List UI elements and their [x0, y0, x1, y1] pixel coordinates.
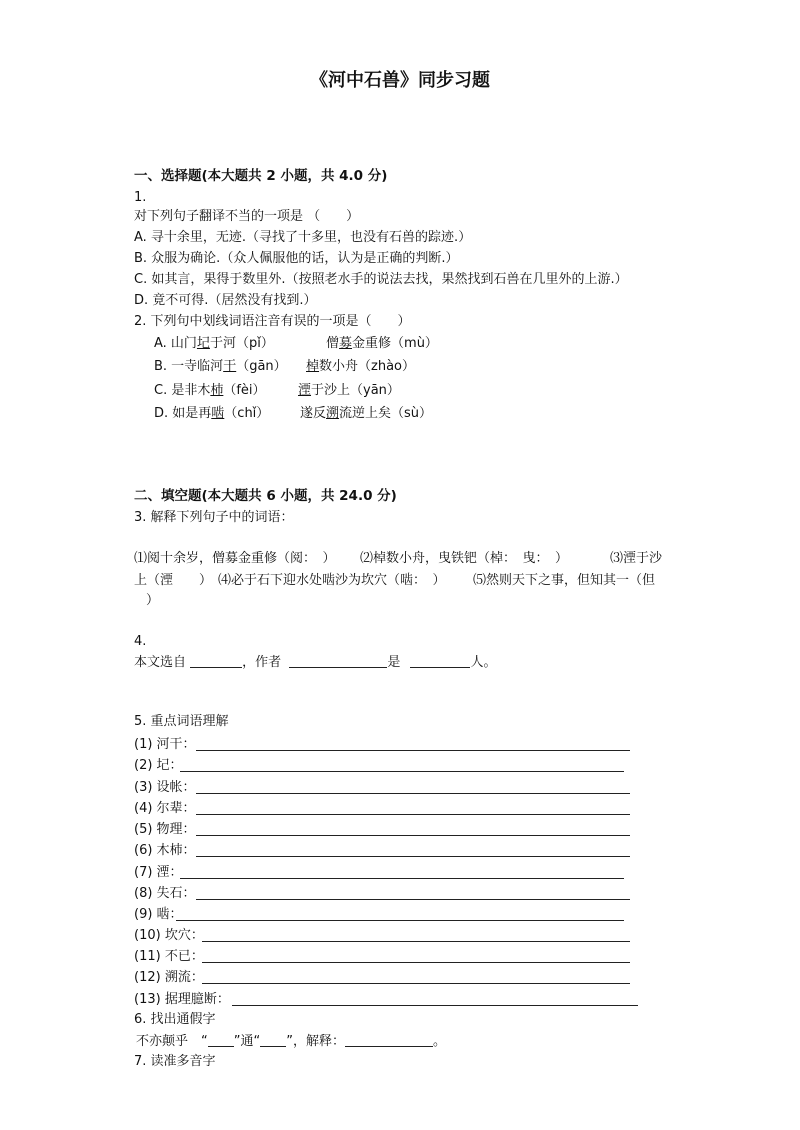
question-5-item: (13) 据理臆断：	[134, 992, 230, 1007]
question-1-stem: 对下列句子翻译不当的一项是 （ ）	[134, 209, 360, 224]
underlined-word: 溯	[326, 406, 340, 421]
underlined-word: 棹	[306, 359, 320, 374]
question-4-text: 本文选自 ，作者 是 人。	[134, 655, 497, 670]
question-2-option-a-right: 僧募金重修（mù）	[326, 336, 438, 351]
underlined-word: 湮	[298, 383, 312, 398]
question-1-option-a: A. 寻十余里，无迹.（寻找了十多里，也没有石兽的踪迹.）	[134, 230, 472, 245]
question-2-option-d-left: D. 如是再啮（chǐ）	[154, 406, 270, 421]
question-4-number: 4.	[134, 634, 147, 649]
page-title: 《河中石兽》同步习题	[310, 70, 490, 91]
question-6-stem: 6. 找出通假字	[134, 1012, 216, 1027]
question-1-option-b: B. 众服为确论.（众人佩服他的话，认为是正确的判断.）	[134, 251, 459, 266]
answer-line[interactable]	[196, 793, 630, 794]
question-5-item: (3) 设帐：	[134, 780, 196, 795]
question-1-number: 1.	[134, 190, 147, 205]
answer-blank[interactable]	[289, 655, 387, 668]
question-5-item: (11) 不已：	[134, 949, 204, 964]
answer-blank[interactable]	[410, 655, 470, 668]
question-5-item: (1) 河干：	[134, 737, 196, 752]
question-3-line2-c: ⑸然则天下之事，但知其一（但	[473, 573, 656, 588]
answer-line[interactable]	[176, 920, 624, 921]
answer-blank[interactable]	[260, 1034, 286, 1047]
underlined-word: 圮	[196, 336, 210, 351]
answer-line[interactable]	[196, 814, 630, 815]
answer-blank[interactable]	[208, 1034, 234, 1047]
question-5-item: (9) 啮：	[134, 907, 183, 922]
underlined-word: 啮	[211, 406, 225, 421]
question-3-line2-b: ⑷必于石下迎水处啮沙为坎穴（啮： ）	[218, 573, 446, 588]
answer-line[interactable]	[202, 962, 630, 963]
underlined-word: 干	[223, 359, 237, 374]
question-5-item: (12) 溯流：	[134, 970, 204, 985]
question-1-option-d: D. 竟不可得.（居然没有找到.）	[134, 293, 317, 308]
answer-line[interactable]	[196, 899, 630, 900]
section-heading-fill: 二、填空题(本大题共 6 小题，共 24.0 分)	[134, 488, 397, 504]
question-3-stem: 3. 解释下列句子中的词语：	[134, 510, 294, 525]
question-5-item: (5) 物理：	[134, 822, 196, 837]
question-3-line3: ）	[146, 593, 160, 608]
section-heading-choice: 一、选择题(本大题共 2 小题，共 4.0 分)	[134, 168, 388, 184]
underlined-word: 杮	[210, 383, 224, 398]
question-6-text: 不亦颠乎 “ ”通“ ”，解释： 。	[136, 1034, 446, 1049]
question-5-item: (7) 湮：	[134, 865, 183, 880]
question-3-line1-a: ⑴阅十余岁，僧募金重修（阅： ）	[134, 551, 336, 566]
answer-line[interactable]	[180, 878, 624, 879]
answer-line[interactable]	[196, 835, 630, 836]
question-2-option-a-left: A. 山门圮于河（pǐ）	[154, 336, 274, 351]
question-2-option-d-right: 遂反溯流逆上矣（sù）	[300, 406, 433, 421]
question-2-option-c-right: 湮于沙上（yān）	[298, 383, 400, 398]
question-2-option-b-left: B. 一寺临河干（gān）	[154, 359, 287, 374]
answer-line[interactable]	[196, 856, 630, 857]
answer-blank[interactable]	[190, 655, 242, 668]
question-5-item: (6) 木杮：	[134, 843, 196, 858]
question-5-item: (2) 圮：	[134, 758, 183, 773]
question-3-line1-c: ⑶湮于沙	[610, 551, 663, 566]
question-7-stem: 7. 读准多音字	[134, 1054, 216, 1069]
answer-line[interactable]	[180, 771, 624, 772]
question-5-item: (4) 尔辈：	[134, 801, 196, 816]
question-5-item: (8) 失石：	[134, 886, 196, 901]
answer-line[interactable]	[196, 750, 630, 751]
question-5-stem: 5. 重点词语理解	[134, 714, 229, 729]
answer-line[interactable]	[202, 941, 630, 942]
question-2-option-c-left: C. 是非木杮（fèi）	[154, 383, 266, 398]
question-3-line1-b: ⑵棹数小舟，曳铁钯（棹： 曳： ）	[360, 551, 569, 566]
underlined-word: 募	[339, 336, 353, 351]
question-5-item: (10) 坎穴：	[134, 928, 204, 943]
question-2-stem: 2. 下列句中划线词语注音有误的一项是（ ）	[134, 314, 411, 329]
answer-line[interactable]	[232, 1005, 638, 1006]
question-3-line2-a: 上（湮 ）	[134, 573, 213, 588]
question-2-option-b-right: 棹数小舟（zhào）	[306, 359, 415, 374]
answer-blank[interactable]	[345, 1034, 433, 1047]
answer-line[interactable]	[202, 983, 630, 984]
question-1-option-c: C. 如其言，果得于数里外.（按照老水手的说法去找，果然找到石兽在几里外的上游.）	[134, 272, 628, 287]
